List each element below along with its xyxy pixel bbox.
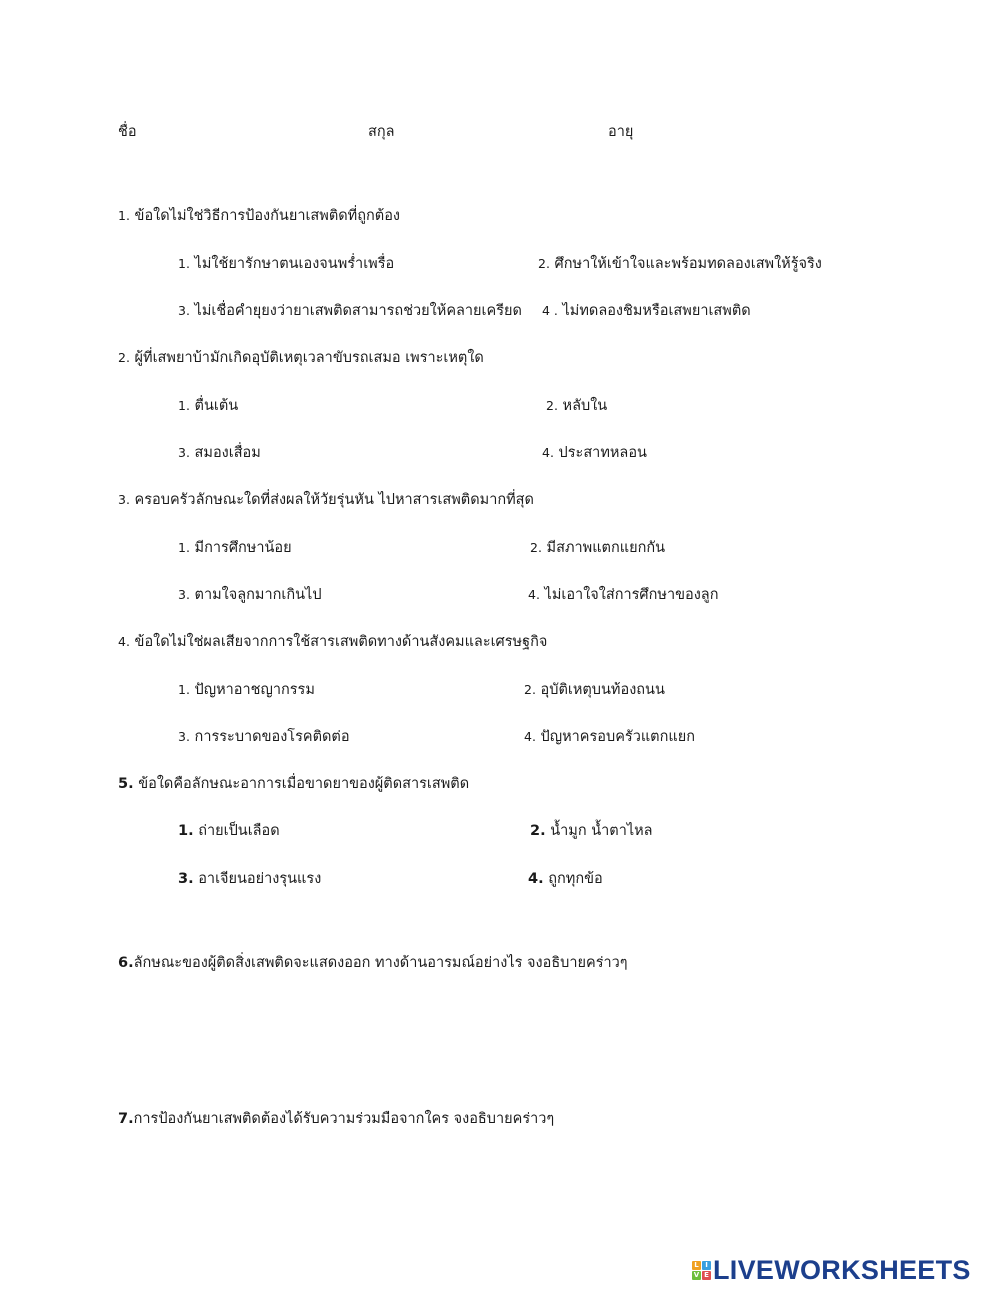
question-7: 7.การป้องกันยาเสพติดต้องได้รับความร่วมมือจากใคร จงอธิบายคร่าวๆ — [118, 1111, 555, 1127]
q2-option-4: 4. ประสาทหลอน — [542, 445, 647, 461]
question-2: 2. ผู้ที่เสพยาบ้ามักเกิดอุบัติเหตุเวลาขับรถเสมอ เพราะเหตุใด — [118, 350, 484, 366]
q1-option-1: 1. ไม่ใช้ยารักษาตนเองจนพร่ำเพรื่อ — [178, 256, 395, 272]
mark-letter: L — [692, 1261, 701, 1270]
q5-option-3: 3. อาเจียนอย่างรุนแรง — [178, 871, 322, 887]
q1-option-3: 3. ไม่เชื่อคำยุยงว่ายาเสพติดสามารถช่วยให้คลายเครียด — [178, 303, 522, 319]
q5-option-1: 1. ถ่ายเป็นเลือด — [178, 823, 280, 839]
q5-option-4: 4. ถูกทุกข้อ — [528, 871, 603, 887]
mark-letter: I — [702, 1261, 711, 1270]
q4-option-3: 3. การระบาดของโรคติดต่อ — [178, 729, 350, 745]
q3-option-1: 1. มีการศึกษาน้อย — [178, 540, 292, 556]
surname-label: สกุล — [368, 124, 395, 140]
q3-option-2: 2. มีสภาพแตกแยกกัน — [530, 540, 666, 556]
question-3: 3. ครอบครัวลักษณะใดที่ส่งผลให้วัยรุ่นหัน ไปหาสารเสพติดมากที่สุด — [118, 492, 534, 508]
mark-letter: E — [702, 1271, 711, 1280]
q4-option-1: 1. ปัญหาอาชญากรรม — [178, 682, 315, 698]
q2-option-2: 2. หลับใน — [546, 398, 608, 414]
q1-option-2: 2. ศึกษาให้เข้าใจและพร้อมทดลองเสพให้รู้จริง — [538, 256, 822, 272]
q2-option-3: 3. สมองเสื่อม — [178, 445, 261, 461]
q4-option-4: 4. ปัญหาครอบครัวแตกแยก — [524, 729, 695, 745]
question-5: 5. ข้อใดคือลักษณะอาการเมื่อขาดยาของผู้ติดสารเสพติด — [118, 776, 470, 792]
liveworksheets-mark-icon — [692, 1261, 711, 1280]
age-label: อายุ — [608, 124, 634, 140]
liveworksheets-wordmark: LIVEWORKSHEETS — [713, 1254, 971, 1285]
q5-option-2: 2. น้ำมูก น้ำตาไหล — [530, 823, 653, 839]
liveworksheets-logo — [692, 1255, 971, 1285]
q3-option-4: 4. ไม่เอาใจใส่การศึกษาของลูก — [528, 587, 719, 603]
question-1: 1. ข้อใดไม่ใช่วิธีการป้องกันยาเสพติดที่ถูกต้อง — [118, 208, 400, 224]
q4-option-2: 2. อุบัติเหตุบนท้องถนน — [524, 682, 665, 698]
name-label: ชื่อ — [118, 124, 137, 140]
mark-letter: V — [693, 1270, 700, 1279]
question-6: 6.ลักษณะของผู้ติดสิ่งเสพติดจะแสดงออก ทางด้านอารมณ์อย่างไร จงอธิบายคร่าวๆ — [118, 955, 628, 971]
q1-option-4: 4 . ไม่ทดลองชิมหรือเสพยาเสพติด — [542, 303, 751, 319]
q3-option-3: 3. ตามใจลูกมากเกินไป — [178, 587, 322, 603]
question-4: 4. ข้อใดไม่ใช่ผลเสียจากการใช้สารเสพติดทางด้านสังคมและเศรษฐกิจ — [118, 634, 548, 650]
q2-option-1: 1. ตื่นเต้น — [178, 398, 239, 414]
